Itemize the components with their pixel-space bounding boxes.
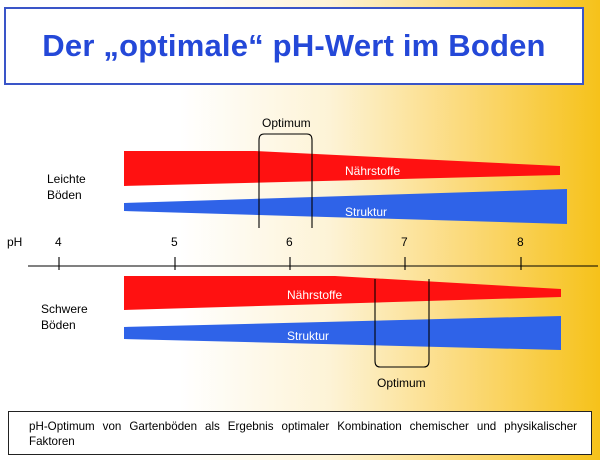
ph-tick-label: 4 xyxy=(55,235,62,249)
ph-tick-label: 6 xyxy=(286,235,293,249)
light-struktur-label: Struktur xyxy=(345,205,388,219)
heavy-soils-label-line2: Böden xyxy=(41,318,76,332)
ph-tick-label: 7 xyxy=(401,235,408,249)
caption-text: pH-Optimum von Gartenböden als Ergebnis optimaler Kombination chemischer und physikalischer Faktoren xyxy=(29,420,577,448)
ph-tick-label: 8 xyxy=(517,235,524,249)
caption-box xyxy=(8,411,592,455)
light-optimum-label: Optimum xyxy=(262,116,311,130)
light-soils-label-line1: Leichte xyxy=(47,172,86,186)
light-soils-label-line2: Böden xyxy=(47,188,82,202)
ph-axis-label: pH xyxy=(7,235,23,249)
heavy-optimum-label: Optimum xyxy=(377,376,426,390)
heavy-naehrstoffe-label: Nährstoffe xyxy=(287,288,343,302)
heavy-soils-label-line1: Schwere xyxy=(41,302,88,316)
light-naehrstoffe-label: Nährstoffe xyxy=(345,164,401,178)
page-title: Der „optimale“ pH-Wert im Boden xyxy=(42,28,546,63)
ph-ticks xyxy=(55,235,524,270)
light-naehrstoffe-bar xyxy=(124,151,560,186)
ph-tick-label: 5 xyxy=(171,235,178,249)
heavy-struktur-bar xyxy=(124,316,561,350)
heavy-naehrstoffe-bar xyxy=(124,276,561,310)
heavy-struktur-label: Struktur xyxy=(287,329,330,343)
